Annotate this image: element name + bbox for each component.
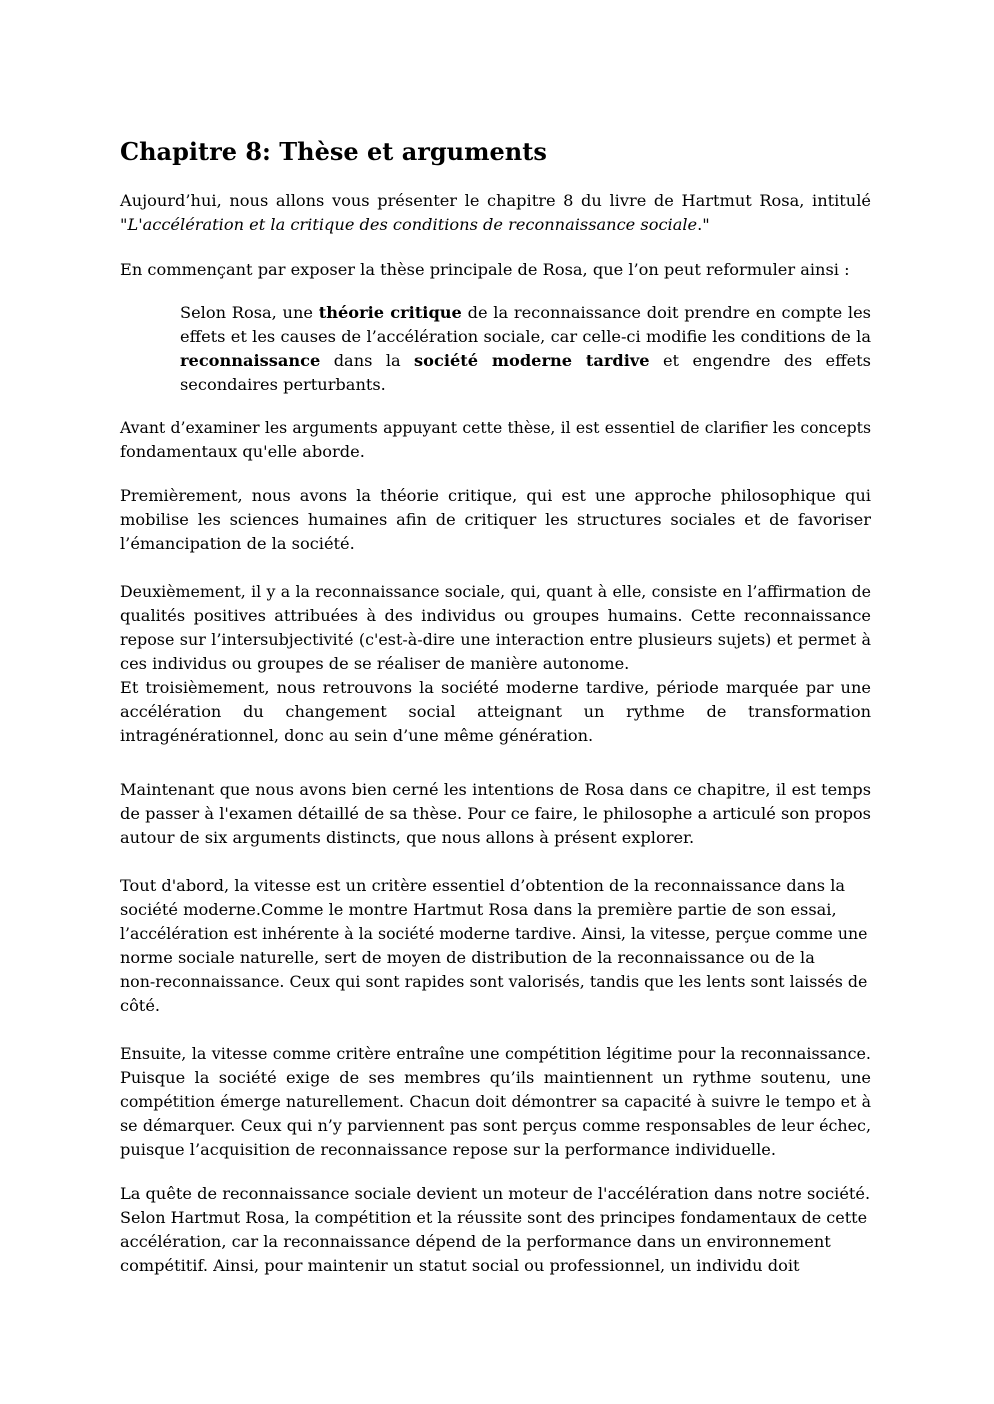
text-line: Maintenant que nous avons bien cerné les intentions de Rosa dans ce chapitre, il est temps: [120, 780, 871, 799]
thesis-line-1: [180, 301, 871, 325]
text-line: se démarquer. Ceux qui n’y parviennent pas sont perçus comme responsables de leur échec,: [120, 1116, 871, 1135]
argument-3-paragraph: [120, 1182, 871, 1278]
text-line: société moderne.Comme le montre Hartmut Rosa dans la première partie de son essai,: [120, 900, 837, 919]
text-line: Deuxièmement, il y a la reconnaissance sociale, qui, quant à elle, consiste en l’affirmation de: [120, 582, 871, 601]
text-line: non-reconnaissance. Ceux qui sont rapides sont valorisés, tandis que les lents sont laissés de: [120, 972, 868, 991]
transition-paragraph: [120, 778, 871, 850]
thesis-bold-recognition: reconnaissance: [180, 351, 321, 370]
thesis-blockquote: [180, 301, 871, 397]
thesis-bold-critical-theory: théorie critique: [318, 303, 462, 322]
text-line: Et troisièmement, nous retrouvons la société moderne tardive, période marquée par une: [120, 678, 871, 697]
intro-paragraph: [120, 189, 871, 237]
first-concept-paragraph: [120, 484, 871, 556]
text-line: intragénérationnel, donc au sein d’une même génération.: [120, 726, 594, 745]
text-line: côté.: [120, 996, 161, 1015]
text-line: compétition émerge naturellement. Chacun doit démontrer sa capacité à suivre le tempo et à: [120, 1092, 871, 1111]
quote-open: ": [120, 215, 128, 234]
text-line: autour de six arguments distincts, que nous allons à présent explorer.: [120, 828, 695, 847]
chapter-title: Chapitre 8: Thèse et arguments: [120, 137, 547, 166]
text-line: compétitif. Ainsi, pour maintenir un statut social ou professionnel, un individu doit: [120, 1256, 800, 1275]
text-line: norme sociale naturelle, sert de moyen de distribution de la reconnaissance ou de la: [120, 948, 815, 967]
text-line: l’émancipation de la société.: [120, 534, 355, 553]
text-line: accélération du changement social atteignant un rythme de transformation: [120, 702, 871, 721]
text-line: accélération, car la reconnaissance dépend de la performance dans un environnement: [120, 1232, 831, 1251]
concepts-paragraph: [120, 416, 871, 464]
text-line: Ensuite, la vitesse comme critère entraîne une compétition légitime pour la reconnaissance.: [120, 1044, 871, 1063]
text-line: Avant d’examiner les arguments appuyant cette thèse, il est essentiel de clarifier les concepts: [120, 418, 871, 437]
text-line: fondamentaux qu'elle aborde.: [120, 442, 365, 461]
text-line: Selon Hartmut Rosa, la compétition et la réussite sont des principes fondamentaux de cette: [120, 1208, 868, 1227]
thesis-text-4: et engendre des effets: [649, 351, 871, 370]
text-line: repose sur l’intersubjectivité (c'est-à-dire une interaction entre plusieurs sujets) et permet à: [120, 630, 871, 649]
argument-1-paragraph: [120, 874, 871, 1018]
lead-in-text: En commençant par exposer la thèse principale de Rosa, que l’on peut reformuler ainsi :: [120, 260, 850, 279]
intro-line-2: [120, 213, 871, 237]
text-line: qualités positives attribuées à des individus ou groupes humains. Cette reconnaissance: [120, 606, 871, 625]
text-line: Tout d'abord, la vitesse est un critère essentiel d’obtention de la reconnaissance dans la: [120, 876, 846, 895]
thesis-bold-late-modern-society: société moderne tardive: [414, 351, 650, 370]
thesis-line-3: [180, 349, 871, 373]
text-line: La quête de reconnaissance sociale devient un moteur de l'accélération dans notre société.: [120, 1184, 871, 1203]
text-line: ces individus ou groupes de se réaliser de manière autonome.: [120, 654, 630, 673]
thesis-text-3: dans la: [320, 351, 415, 370]
thesis-text-2: de la reconnaissance doit prendre en compte les: [461, 303, 871, 322]
quote-close: .": [697, 215, 710, 234]
text-line: l’accélération est inhérente à la société moderne tardive. Ainsi, la vitesse, perçue comme une: [120, 924, 868, 943]
text-line: Premièrement, nous avons la théorie critique, qui est une approche philosophique qui: [120, 486, 871, 505]
text-line: mobilise les sciences humaines afin de critiquer les structures sociales et de favoriser: [120, 510, 871, 529]
text-line: de passer à l'examen détaillé de sa thèse. Pour ce faire, le philosophe a articulé son propos: [120, 804, 871, 823]
text-line: Puisque la société exige de ses membres qu’ils maintiennent un rythme soutenu, une: [120, 1068, 871, 1087]
thesis-line-2: effets et les causes de l’accélération sociale, car celle-ci modifie les conditions de la: [180, 327, 871, 346]
text-line: puisque l’acquisition de reconnaissance repose sur la performance individuelle.: [120, 1140, 776, 1159]
thesis-text-1: Selon Rosa, une: [180, 303, 319, 322]
thesis-line-4: secondaires perturbants.: [180, 375, 386, 394]
second-concept-paragraph: [120, 580, 871, 676]
third-concept-paragraph: [120, 676, 871, 748]
book-title: L'accélération et la critique des conditions de reconnaissance sociale: [127, 215, 698, 234]
lead-in-paragraph: [120, 258, 871, 282]
argument-2-paragraph: [120, 1042, 871, 1162]
intro-line-1: Aujourd’hui, nous allons vous présenter le chapitre 8 du livre de Hartmut Rosa, intitulé: [120, 191, 871, 210]
